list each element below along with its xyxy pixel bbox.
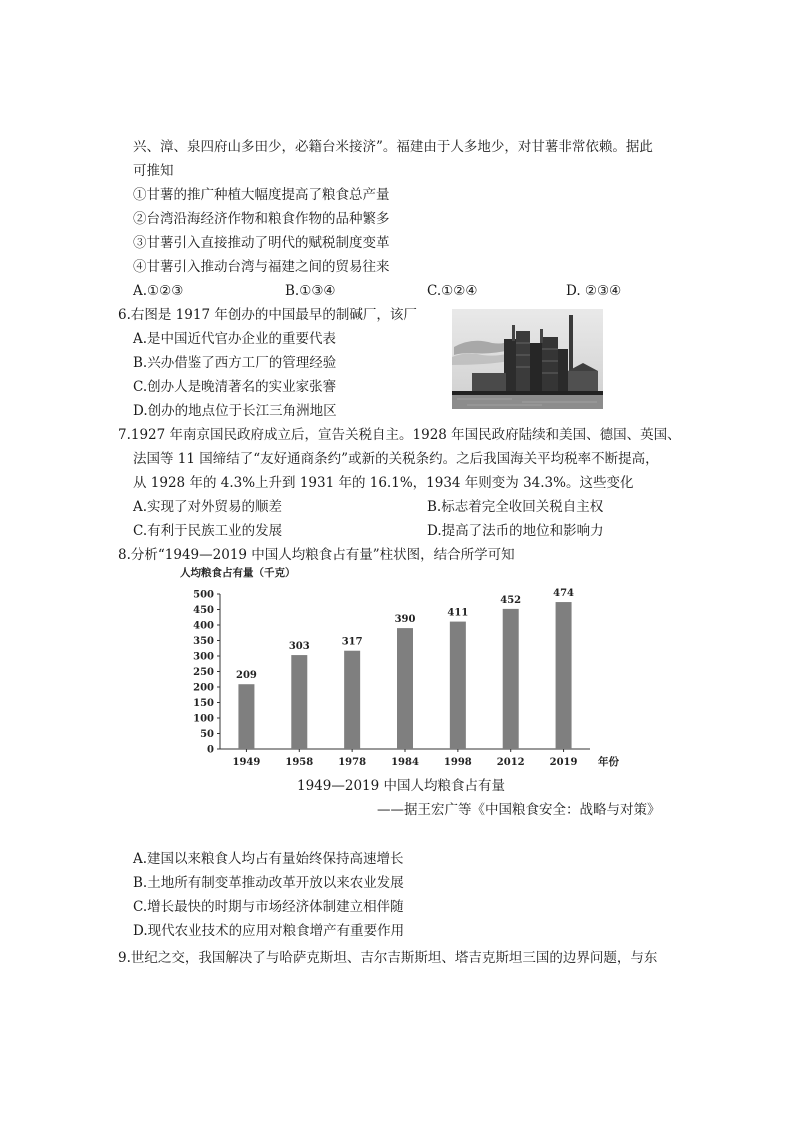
chart-caption: 1949—2019 中国人均粮食占有量 bbox=[297, 778, 506, 794]
x-tick-label: 1958 bbox=[285, 757, 314, 768]
q5-statement-1: ①甘薯的推广种植大幅度提高了粮食总产量 bbox=[133, 187, 390, 203]
bar-value-label: 474 bbox=[553, 588, 575, 600]
q5-statement-2: ②台湾沿海经济作物和粮食作物的品种繁多 bbox=[133, 211, 390, 227]
q5-option-c: C.①②④ bbox=[427, 283, 478, 299]
y-tick-label: 50 bbox=[200, 729, 214, 740]
q5-line-1: 兴、漳、泉四府山多田少，必籍台米接济”。福建由于人多地少，对甘薯非常依赖。据此 bbox=[133, 139, 653, 155]
y-tick-label: 0 bbox=[207, 744, 214, 756]
q5-statement-3: ③甘薯引入直接推动了明代的赋税制度变革 bbox=[133, 235, 390, 251]
q9-line-1: 9.世纪之交，我国解决了与哈萨克斯坦、吉尔吉斯斯坦、塔吉克斯坦三国的边界问题，与东 bbox=[118, 950, 658, 966]
q8-option-d: D.现代农业技术的应用对粮食增产有重要作用 bbox=[133, 923, 405, 939]
x-tick-label: 1984 bbox=[391, 757, 419, 768]
y-tick-label: 200 bbox=[193, 682, 214, 694]
q5-option-b: B.①③④ bbox=[285, 283, 336, 299]
q6-option-b: B.兴办借鉴了西方工厂的管理经验 bbox=[133, 355, 337, 371]
bar bbox=[397, 628, 413, 749]
y-tick-label: 400 bbox=[193, 620, 214, 632]
y-tick-label: 100 bbox=[193, 713, 214, 725]
y-tick-label: 150 bbox=[193, 698, 214, 709]
q5-option-a: A.①②③ bbox=[133, 283, 184, 299]
x-axis-label: 年份 bbox=[598, 756, 619, 768]
q7-option-a: A.实现了对外贸易的顺差 bbox=[133, 499, 283, 515]
q6-option-d: D.创办的地点位于长江三角洲地区 bbox=[133, 403, 337, 419]
grain-bar-chart bbox=[180, 566, 640, 776]
bar bbox=[503, 609, 519, 749]
y-tick-label: 350 bbox=[193, 636, 214, 647]
bar bbox=[556, 602, 572, 749]
bar bbox=[291, 655, 307, 749]
bar-value-label: 390 bbox=[394, 614, 416, 626]
q7-option-d: D.提高了法币的地位和影响力 bbox=[427, 523, 604, 539]
q8-option-a: A.建国以来粮食人均占有量始终保持高速增长 bbox=[133, 851, 404, 867]
y-axis-label: 人均粮食占有量（千克） bbox=[180, 567, 296, 579]
q8-stem: 8.分析“1949—2019 中国人均粮食占有量”柱状图，结合所学可知 bbox=[118, 547, 515, 563]
bar bbox=[344, 651, 360, 749]
x-tick-label: 2019 bbox=[549, 757, 578, 768]
q7-line-3: 从 1928 年的 4.3%上升到 1931 年的 16.1%，1934 年则变为 34.3%。这些变化 bbox=[133, 475, 634, 491]
y-tick-label: 450 bbox=[193, 605, 214, 616]
q5-statement-4: ④甘薯引入推动台湾与福建之间的贸易往来 bbox=[133, 259, 390, 275]
q6-option-c: C.创办人是晚清著名的实业家张謇 bbox=[133, 379, 337, 395]
q7-option-c: C.有利于民族工业的发展 bbox=[133, 523, 283, 539]
factory-photo bbox=[452, 309, 603, 409]
q8-option-b: B.土地所有制变革推动改革开放以来农业发展 bbox=[133, 875, 404, 891]
chart-source: ——据王宏广等《中国粮食安全：战略与对策》 bbox=[377, 802, 661, 818]
bar-value-label: 303 bbox=[288, 641, 310, 653]
bar bbox=[450, 622, 466, 749]
q7-line-1: 7.1927 年南京国民政府成立后，宣告关税自主。1928 年国民政府陆续和美国、德国、英国、 bbox=[118, 427, 681, 443]
q6-option-a: A.是中国近代官办企业的重要代表 bbox=[133, 331, 337, 347]
y-tick-label: 250 bbox=[193, 667, 214, 678]
x-tick-label: 2012 bbox=[496, 757, 525, 768]
q8-option-c: C.增长最快的时期与市场经济体制建立相伴随 bbox=[133, 899, 404, 915]
x-tick-label: 1998 bbox=[443, 757, 472, 768]
q7-option-b: B.标志着完全收回关税自主权 bbox=[427, 499, 604, 515]
y-tick-label: 300 bbox=[193, 651, 214, 663]
bar-value-label: 317 bbox=[341, 636, 363, 648]
q5-line-2: 可推知 bbox=[133, 163, 174, 179]
q6-stem: 6.右图是 1917 年创办的中国最早的制碱厂，该厂 bbox=[118, 307, 417, 323]
bar-value-label: 209 bbox=[235, 670, 257, 682]
q5-option-d: D. ②③④ bbox=[566, 283, 622, 299]
x-tick-label: 1978 bbox=[338, 757, 367, 768]
bar-value-label: 411 bbox=[447, 607, 469, 619]
x-tick-label: 1949 bbox=[232, 757, 261, 768]
q7-line-2: 法国等 11 国缔结了“友好通商条约”或新的关税条约。之后我国海关平均税率不断提高， bbox=[133, 451, 659, 467]
bar bbox=[238, 684, 254, 749]
bar-value-label: 452 bbox=[500, 594, 522, 606]
y-tick-label: 500 bbox=[193, 589, 214, 601]
